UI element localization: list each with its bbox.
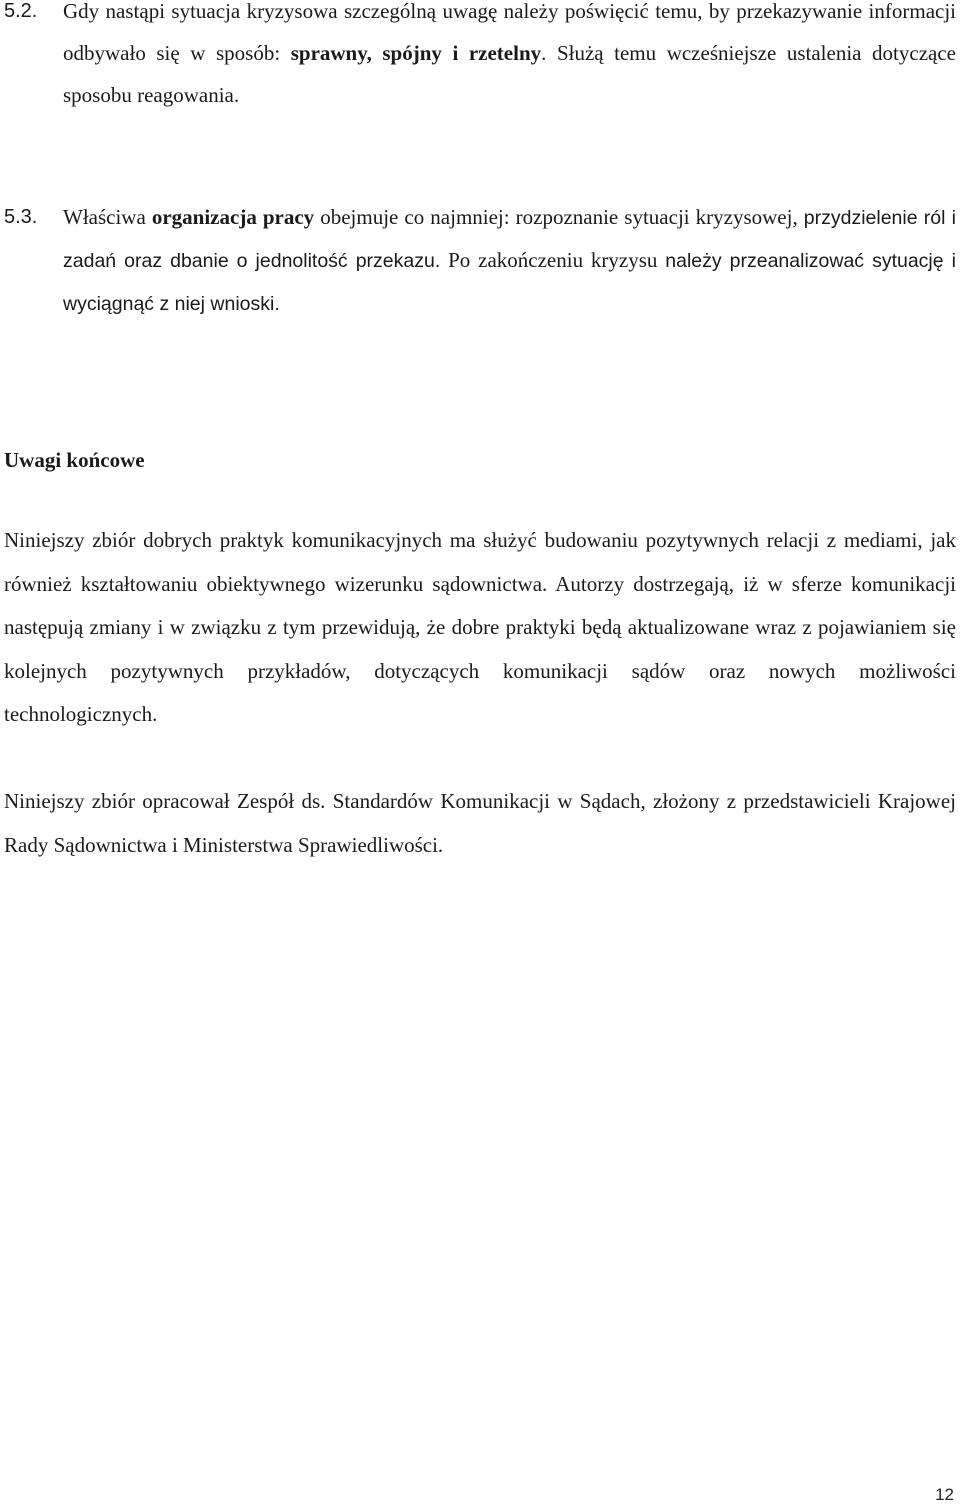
item-text-part: Gdy nastąpi sytuacja kryzysowa szczególną uwagę należy poświęcić temu, by przekazywanie informacji odbywało się w sposób: <box>63 0 956 65</box>
item-text <box>63 196 956 325</box>
item-text-part: . Służą temu wcześniejsze ustalenia dotyczące sposobu reagowania. <box>63 41 956 107</box>
closing-paragraph-2: Niniejszy zbiór opracował Zespół ds. Standardów Komunikacji w Sądach, złożony z przedstawicieli Krajowej Rady Sądownictwa i Ministerstwa Sprawiedliwości. <box>4 789 956 857</box>
item-text-bold: sprawny, spójny i rzetelny <box>290 41 542 65</box>
item-text <box>63 0 956 116</box>
item-number: 5.3. <box>4 206 38 228</box>
item-text-bold: organizacja pracy <box>151 205 315 229</box>
section-heading: Uwagi końcowe <box>4 448 145 472</box>
item-number: 5.2. <box>4 0 38 22</box>
item-text-part: należy przeanalizować sytuację i wyciągnąć z niej wnioski. <box>63 250 956 315</box>
item-text-part: Po zakończeniu kryzysu <box>440 248 666 272</box>
closing-paragraph-1: Niniejszy zbiór dobrych praktyk komunikacyjnych ma służyć budowaniu pozytywnych relacji z mediami, jak również kształtowaniu obiektywnego wizerunku sądownictwa. Autorzy dostrzegają, iż w sferze komunikacji następują zmiany i w związku z tym przewidują, że dobre praktyki będą aktualizowane wraz z pojawianiem się kolejnych pozytywnych przykładów, dotyczących komunikacji sądów oraz nowych możliwości technologicznych. <box>4 528 956 726</box>
item-text-part: Właściwa <box>63 205 152 229</box>
item-text-part: przydzielenie ról i zadań oraz dbanie o jednolitość przekazu. <box>63 207 957 272</box>
item-text-part: obejmuje co najmniej: rozpoznanie sytuacji kryzysowej, <box>314 205 804 229</box>
page-number: 12 <box>935 1485 954 1504</box>
